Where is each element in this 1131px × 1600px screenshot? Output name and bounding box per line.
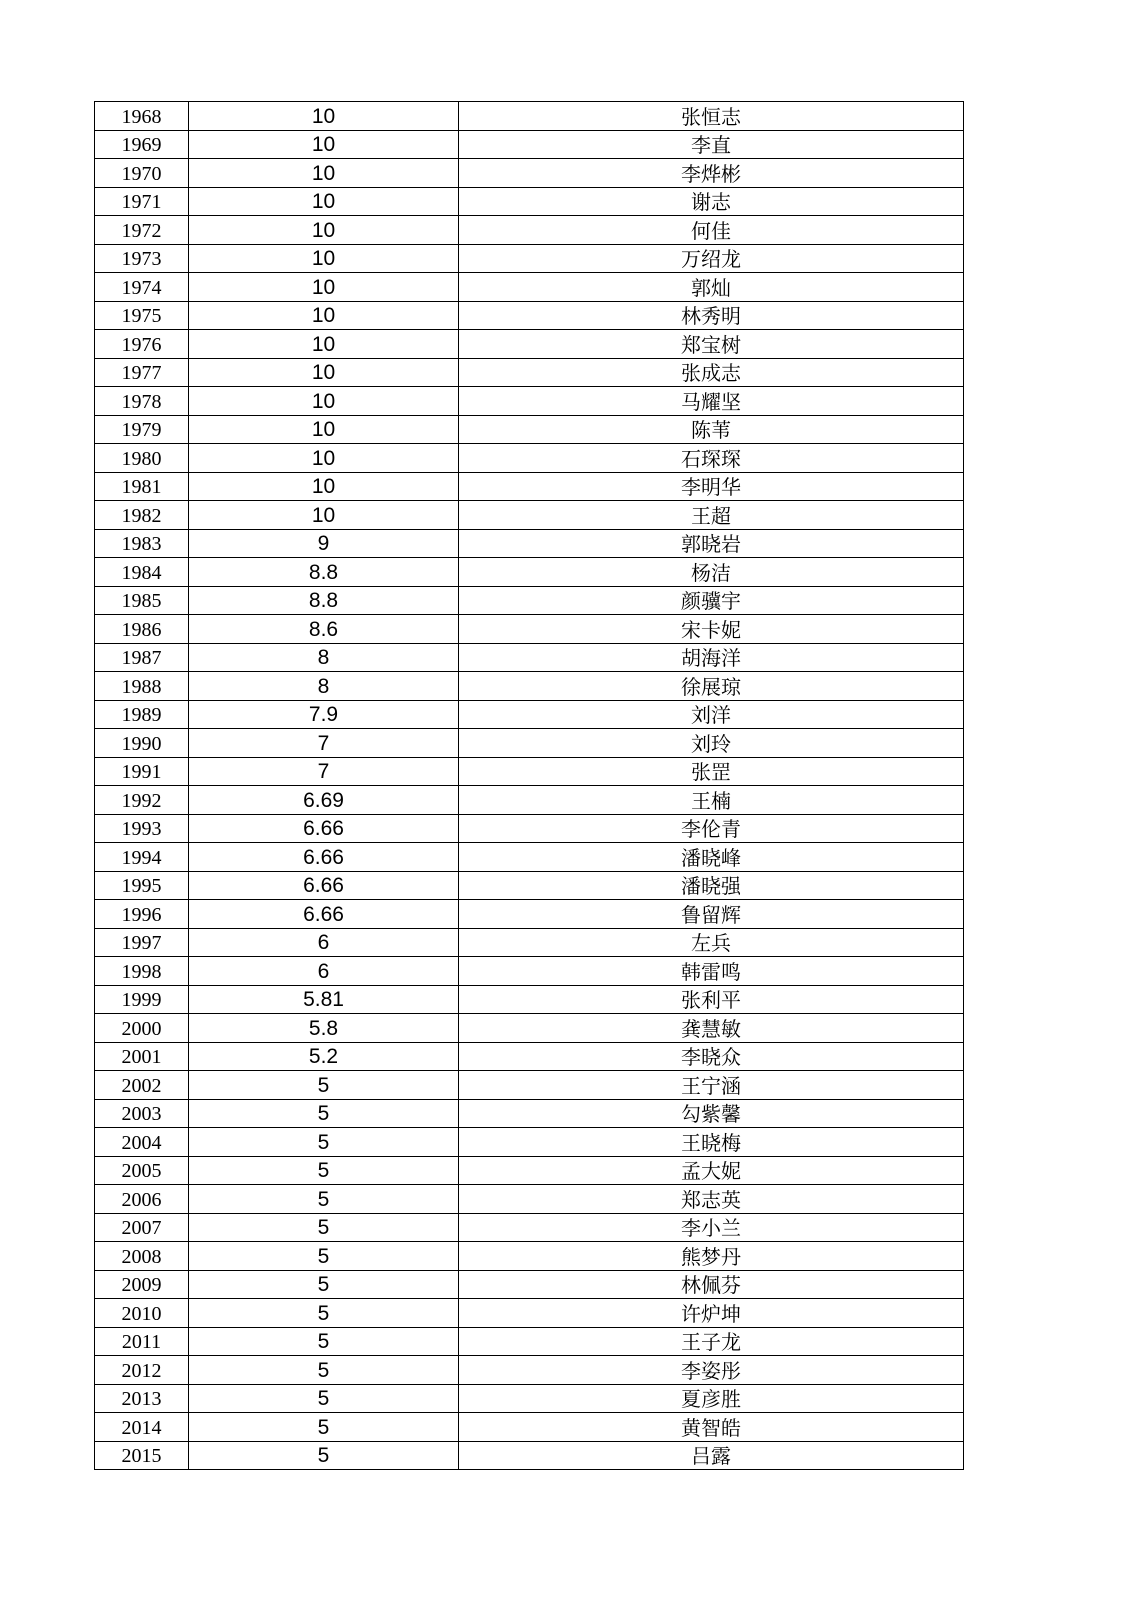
donor-name-cell: 李直 [459,130,964,159]
amount-cell: 8.8 [189,558,459,587]
donor-name-cell: 林秀明 [459,301,964,330]
row-number-cell: 1999 [95,985,189,1014]
table-row [95,102,964,131]
donor-name-cell: 刘玲 [459,729,964,758]
donor-name-cell: 王超 [459,501,964,530]
row-number-cell: 1977 [95,358,189,387]
row-number-cell: 1972 [95,216,189,245]
row-number-cell: 1971 [95,187,189,216]
amount-cell: 5.8 [189,1014,459,1043]
amount-cell: 10 [189,387,459,416]
amount-cell: 10 [189,102,459,131]
amount-cell: 5.81 [189,985,459,1014]
amount-cell: 10 [189,159,459,188]
amount-cell: 9 [189,529,459,558]
amount-cell: 5 [189,1213,459,1242]
table-row [95,1270,964,1299]
row-number-cell: 1975 [95,301,189,330]
table-row [95,529,964,558]
amount-cell: 5 [189,1242,459,1271]
row-number-cell: 1997 [95,928,189,957]
row-number-cell: 1978 [95,387,189,416]
amount-cell: 5 [189,1384,459,1413]
table-row [95,415,964,444]
donor-name-cell: 鲁留辉 [459,900,964,929]
row-number-cell: 1983 [95,529,189,558]
table-row [95,1213,964,1242]
amount-cell: 5 [189,1327,459,1356]
donor-name-cell: 熊梦丹 [459,1242,964,1271]
table-row [95,871,964,900]
donor-name-cell: 左兵 [459,928,964,957]
amount-cell: 10 [189,358,459,387]
amount-cell: 6.66 [189,900,459,929]
amount-cell: 5 [189,1413,459,1442]
donor-name-cell: 马耀坚 [459,387,964,416]
donor-name-cell: 郭晓岩 [459,529,964,558]
amount-cell: 10 [189,273,459,302]
table-row [95,1185,964,1214]
donor-name-cell: 郭灿 [459,273,964,302]
donor-name-cell: 林佩芬 [459,1270,964,1299]
donor-name-cell: 李伦青 [459,814,964,843]
row-number-cell: 1970 [95,159,189,188]
donor-name-cell: 何佳 [459,216,964,245]
amount-cell: 5.2 [189,1042,459,1071]
donor-name-cell: 李小兰 [459,1213,964,1242]
donor-name-cell: 许炉坤 [459,1299,964,1328]
row-number-cell: 1968 [95,102,189,131]
amount-cell: 10 [189,501,459,530]
amount-cell: 10 [189,444,459,473]
donor-name-cell: 张罡 [459,757,964,786]
table-body [95,102,964,1470]
row-number-cell: 2008 [95,1242,189,1271]
donor-name-cell: 李明华 [459,472,964,501]
donor-name-cell: 夏彦胜 [459,1384,964,1413]
row-number-cell: 1974 [95,273,189,302]
row-number-cell: 2013 [95,1384,189,1413]
row-number-cell: 1987 [95,643,189,672]
donor-name-cell: 龚慧敏 [459,1014,964,1043]
table-row [95,729,964,758]
donor-name-cell: 陈苇 [459,415,964,444]
amount-cell: 5 [189,1441,459,1470]
donor-name-cell: 李烨彬 [459,159,964,188]
amount-cell: 7 [189,729,459,758]
row-number-cell: 1986 [95,615,189,644]
amount-cell: 5 [189,1185,459,1214]
table-row [95,130,964,159]
row-number-cell: 1980 [95,444,189,473]
row-number-cell: 1976 [95,330,189,359]
row-number-cell: 1998 [95,957,189,986]
row-number-cell: 1989 [95,700,189,729]
row-number-cell: 1988 [95,672,189,701]
donor-name-cell: 孟大妮 [459,1156,964,1185]
amount-cell: 5 [189,1071,459,1100]
amount-cell: 5 [189,1299,459,1328]
row-number-cell: 1993 [95,814,189,843]
donor-name-cell: 勾紫馨 [459,1099,964,1128]
table-row [95,586,964,615]
amount-cell: 8 [189,672,459,701]
donor-name-cell: 杨洁 [459,558,964,587]
table-row [95,1128,964,1157]
table-row [95,558,964,587]
table-row [95,216,964,245]
donor-name-cell: 李姿彤 [459,1356,964,1385]
row-number-cell: 1996 [95,900,189,929]
row-number-cell: 1992 [95,786,189,815]
donor-name-cell: 王楠 [459,786,964,815]
table-row [95,1356,964,1385]
table-row [95,700,964,729]
amount-cell: 6 [189,957,459,986]
amount-cell: 6 [189,928,459,957]
donor-name-cell: 张恒志 [459,102,964,131]
row-number-cell: 1979 [95,415,189,444]
donor-name-cell: 郑志英 [459,1185,964,1214]
row-number-cell: 1969 [95,130,189,159]
amount-cell: 6.66 [189,814,459,843]
amount-cell: 5 [189,1128,459,1157]
row-number-cell: 2010 [95,1299,189,1328]
table-row [95,472,964,501]
donor-name-cell: 李晓众 [459,1042,964,1071]
donor-name-cell: 韩雷鸣 [459,957,964,986]
donor-name-cell: 颜骥宇 [459,586,964,615]
amount-cell: 10 [189,244,459,273]
amount-cell: 5 [189,1099,459,1128]
donor-name-cell: 宋卡妮 [459,615,964,644]
table-row [95,244,964,273]
row-number-cell: 2011 [95,1327,189,1356]
row-number-cell: 1985 [95,586,189,615]
table-row [95,843,964,872]
donor-name-cell: 潘晓峰 [459,843,964,872]
table-row [95,643,964,672]
amount-cell: 10 [189,330,459,359]
table-row [95,672,964,701]
table-row [95,1156,964,1185]
amount-cell: 5 [189,1156,459,1185]
amount-cell: 5 [189,1270,459,1299]
row-number-cell: 1973 [95,244,189,273]
table-row [95,786,964,815]
table-row [95,1242,964,1271]
row-number-cell: 2002 [95,1071,189,1100]
row-number-cell: 1995 [95,871,189,900]
row-number-cell: 2005 [95,1156,189,1185]
table-row [95,444,964,473]
amount-cell: 6.66 [189,871,459,900]
table-row [95,273,964,302]
donor-name-cell: 郑宝树 [459,330,964,359]
donor-name-cell: 张成志 [459,358,964,387]
donor-name-cell: 徐展琼 [459,672,964,701]
row-number-cell: 2003 [95,1099,189,1128]
donor-name-cell: 谢志 [459,187,964,216]
row-number-cell: 1990 [95,729,189,758]
row-number-cell: 1984 [95,558,189,587]
amount-cell: 8 [189,643,459,672]
table-row [95,814,964,843]
donor-name-cell: 潘晓强 [459,871,964,900]
donor-name-cell: 胡海洋 [459,643,964,672]
table-row [95,1042,964,1071]
amount-cell: 7 [189,757,459,786]
donor-name-cell: 张利平 [459,985,964,1014]
table-row [95,301,964,330]
amount-cell: 6.69 [189,786,459,815]
table-row [95,159,964,188]
amount-cell: 5 [189,1356,459,1385]
donor-name-cell: 刘洋 [459,700,964,729]
amount-cell: 7.9 [189,700,459,729]
donor-name-cell: 王宁涵 [459,1071,964,1100]
row-number-cell: 2012 [95,1356,189,1385]
table-row [95,928,964,957]
amount-cell: 10 [189,187,459,216]
amount-cell: 10 [189,301,459,330]
row-number-cell: 2015 [95,1441,189,1470]
amount-cell: 10 [189,415,459,444]
amount-cell: 8.6 [189,615,459,644]
table-row [95,358,964,387]
table-row [95,1299,964,1328]
row-number-cell: 2000 [95,1014,189,1043]
amount-cell: 10 [189,472,459,501]
table-row [95,900,964,929]
table-row [95,757,964,786]
table-row [95,1441,964,1470]
row-number-cell: 2014 [95,1413,189,1442]
donor-name-cell: 黄智皓 [459,1413,964,1442]
table-row [95,187,964,216]
table-row [95,1099,964,1128]
table-row [95,1071,964,1100]
donor-name-cell: 吕露 [459,1441,964,1470]
donor-name-cell: 万绍龙 [459,244,964,273]
table-row [95,1014,964,1043]
table-row [95,501,964,530]
table-row [95,1384,964,1413]
table-row [95,957,964,986]
amount-cell: 8.8 [189,586,459,615]
table-row [95,1327,964,1356]
donation-table [94,101,964,1470]
donor-name-cell: 王子龙 [459,1327,964,1356]
table-row [95,985,964,1014]
row-number-cell: 1982 [95,501,189,530]
donor-name-cell: 王晓梅 [459,1128,964,1157]
row-number-cell: 1994 [95,843,189,872]
amount-cell: 10 [189,216,459,245]
row-number-cell: 1991 [95,757,189,786]
row-number-cell: 2009 [95,1270,189,1299]
row-number-cell: 2001 [95,1042,189,1071]
table-row [95,1413,964,1442]
table-row [95,615,964,644]
row-number-cell: 2004 [95,1128,189,1157]
amount-cell: 10 [189,130,459,159]
row-number-cell: 2007 [95,1213,189,1242]
table-row [95,330,964,359]
row-number-cell: 2006 [95,1185,189,1214]
amount-cell: 6.66 [189,843,459,872]
row-number-cell: 1981 [95,472,189,501]
donor-name-cell: 石琛琛 [459,444,964,473]
table-row [95,387,964,416]
